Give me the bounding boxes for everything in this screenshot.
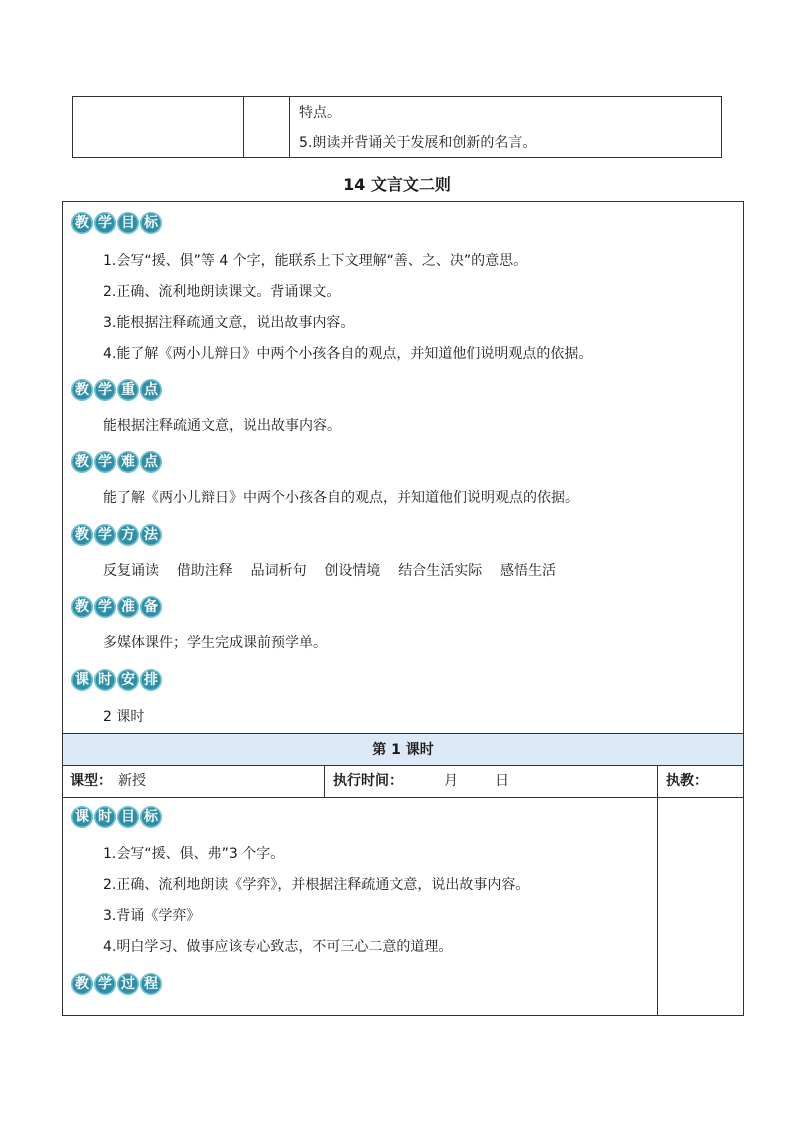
goal-item: 3.能根据注释疏通文意，说出故事内容。 [103, 315, 355, 331]
period-goal-item: 1.会写“援、俱、弗”3 个字。 [103, 846, 285, 862]
difficulty-badge-char: 教 [71, 451, 93, 473]
goals-badge-char: 目 [117, 212, 139, 234]
schedule-heading [71, 669, 162, 691]
time-day: 日 [495, 773, 509, 789]
difficulty-badge-char: 学 [94, 451, 116, 473]
period-goals-heading [71, 806, 162, 828]
schedule-badge-char: 排 [140, 669, 162, 691]
difficulty-heading [71, 451, 162, 473]
process-badge-char: 程 [140, 973, 162, 995]
prep-badge-char: 学 [94, 596, 116, 618]
period-goal-item: 3.背诵《学弈》 [103, 908, 201, 924]
methods-text: 反复诵读 借助注释 品词析句 创设情境 结合生活实际 感悟生活 [103, 563, 557, 579]
schedule-badge-char: 安 [117, 669, 139, 691]
difficulty-badge-char: 难 [117, 451, 139, 473]
methods-badge-char: 方 [117, 524, 139, 546]
prep-badge-char: 备 [140, 596, 162, 618]
info-divider-2 [657, 765, 658, 797]
period-goals-badge-char: 目 [117, 806, 139, 828]
notes-column-divider [657, 797, 658, 1015]
period-title: 第 1 课时 [372, 742, 434, 758]
methods-badge-char: 学 [94, 524, 116, 546]
time-label: 执行时间： [333, 773, 403, 789]
prep-badge-char: 教 [71, 596, 93, 618]
top-table-line-1: 特点。 [299, 105, 341, 121]
key-badge-char: 教 [71, 379, 93, 401]
goals-heading [71, 212, 162, 234]
key-heading [71, 379, 162, 401]
period-goal-item: 4.明白学习、做事应该专心致志，不可三心二意的道理。 [103, 939, 453, 955]
key-text: 能根据注释疏通文意，说出故事内容。 [103, 418, 341, 434]
type-value: 新授 [118, 773, 146, 789]
key-badge-char: 点 [140, 379, 162, 401]
prep-text: 多媒体课件；学生完成课前预学单。 [103, 635, 327, 651]
schedule-badge-char: 课 [71, 669, 93, 691]
info-row-bottom-border [63, 797, 743, 798]
goals-badge-char: 教 [71, 212, 93, 234]
key-badge-char: 学 [94, 379, 116, 401]
period-goals-badge-char: 课 [71, 806, 93, 828]
goal-item: 2.正确、流利地朗读课文。背诵课文。 [103, 284, 341, 300]
period-goal-item: 2.正确、流利地朗读《学弈》，并根据注释疏通文意，说出故事内容。 [103, 877, 530, 893]
prep-badge-char: 准 [117, 596, 139, 618]
process-badge-char: 学 [94, 973, 116, 995]
schedule-text: 2 课时 [103, 709, 145, 725]
process-badge-char: 过 [117, 973, 139, 995]
lesson-title: 14 文言文二则 [343, 175, 451, 194]
time-month: 月 [444, 773, 458, 789]
goal-item: 4.能了解《两小儿辩日》中两个小孩各自的观点，并知道他们说明观点的依据。 [103, 346, 593, 362]
period-band-bottom-border [63, 765, 743, 766]
top-table-line-2: 5.朗读并背诵关于发展和创新的名言。 [299, 135, 537, 151]
period-goals-badge-char: 时 [94, 806, 116, 828]
key-badge-char: 重 [117, 379, 139, 401]
goal-item: 1.会写“援、俱”等 4 个字，能联系上下文理解“善、之、决”的意思。 [103, 253, 528, 269]
top-table-divider-2 [289, 97, 290, 157]
info-divider-1 [324, 765, 325, 797]
methods-badge-char: 法 [140, 524, 162, 546]
prep-heading [71, 596, 162, 618]
period-goals-badge-char: 标 [140, 806, 162, 828]
process-badge-char: 教 [71, 973, 93, 995]
top-table [72, 96, 722, 158]
top-table-divider-1 [243, 97, 244, 157]
goals-badge-char: 学 [94, 212, 116, 234]
main-table [62, 201, 744, 1016]
difficulty-badge-char: 点 [140, 451, 162, 473]
type-label: 课型： [70, 773, 112, 789]
process-heading [71, 973, 162, 995]
schedule-badge-char: 时 [94, 669, 116, 691]
difficulty-text: 能了解《两小儿辩日》中两个小孩各自的观点，并知道他们说明观点的依据。 [103, 490, 579, 506]
methods-badge-char: 教 [71, 524, 93, 546]
goals-badge-char: 标 [140, 212, 162, 234]
teacher-label: 执教： [666, 773, 708, 789]
methods-heading [71, 524, 162, 546]
